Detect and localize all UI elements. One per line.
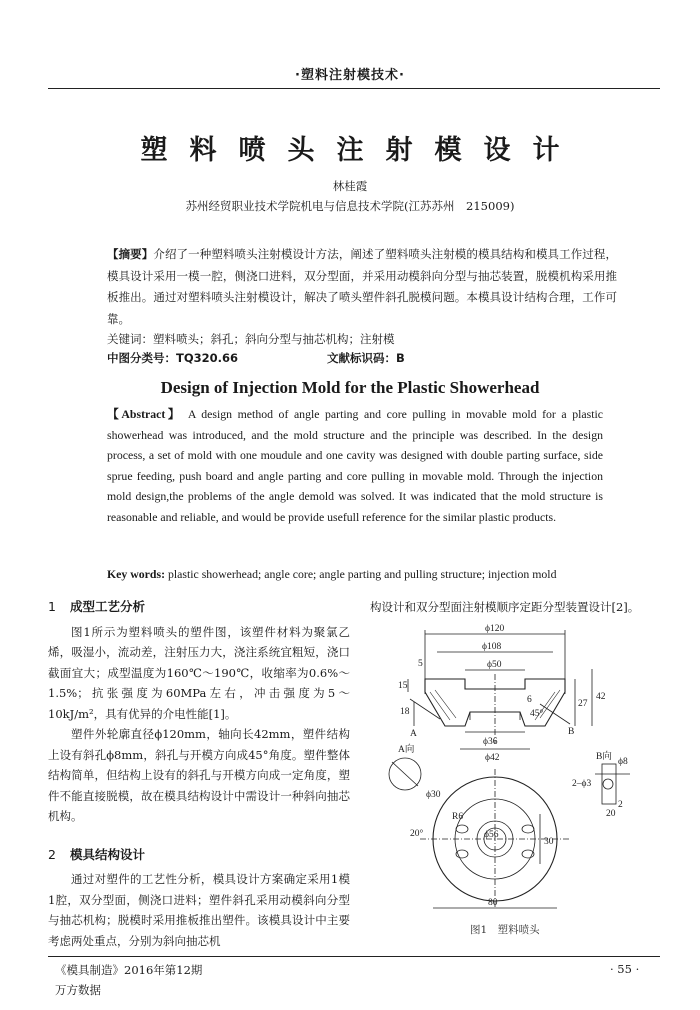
dim-d36: ϕ36 [483, 737, 498, 747]
dim-w80: 80 [488, 898, 498, 908]
section-2-paragraph-1: 通过对塑件的工艺性分析，模具设计方案确定采用1模1腔，双分型面，侧浇口进料；塑件斜孔采用动模斜向分型与抽芯机构；脱模时采用推板推出塑件。该模具设计中主要考虑两处重点，分别为斜向抽芯机 [48, 872, 350, 948]
keywords-en [107, 567, 556, 582]
dim-r6: R6 [452, 812, 464, 822]
dim-a20: 20° [410, 829, 424, 839]
label-a: A [410, 729, 417, 739]
dim-d42: ϕ42 [485, 753, 500, 763]
page-number: · 55 · [610, 962, 640, 976]
section-1-paragraph-2: 塑件外轮廓直径ϕ120mm，轴向长42mm，塑件结构上设有斜孔ϕ8mm，斜孔与开模方向成45°角度。塑件整体结构简单，但结构上设有的斜孔与开模方向成一定角度，塑件不能直接脱模，故在模具结构设计中需设计一种斜向抽芯机构。 [48, 727, 350, 823]
keywords-cn-label: 关键词： [107, 332, 153, 346]
figure-caption: 图1 塑料喷头 [470, 924, 540, 936]
section-1-paragraph-1: 图1所示为塑料喷头的塑件图，该塑件材料为聚氯乙烯，吸湿小，流动差，注射压力大，浇注系统宜粗短，浇口截面宜大；成型温度为160℃～190℃，收缩率为0.6%～1.5%；抗张强度为60MPa左右，冲击强度为5～10kJ/m²，具有优异的介电性能[1]。 [48, 624, 350, 721]
figure-1-drawing [370, 614, 660, 914]
keywords-cn [107, 331, 395, 347]
dim-d30: ϕ30 [426, 790, 441, 800]
article-title-cn: 塑料喷头注射模设计 [140, 135, 582, 166]
section-1-heading [48, 597, 350, 618]
dim-d120: ϕ120 [485, 624, 505, 634]
header-rule [48, 88, 660, 89]
dim-d50: ϕ50 [487, 660, 502, 670]
dim-w20: 20 [606, 809, 616, 819]
left-column [48, 597, 350, 951]
abstract-cn-text: 介绍了一种塑料喷头注射模设计方法，阐述了塑料喷头注射模的模具结构和模具工作过程，模具设计采用一模一腔，侧浇口进料，双分型面，并采用动模斜向分型与抽芯装置，脱模机构采用推板推出。通过对塑料喷头注射模设计，解决了喷头塑件斜孔脱模问题。本模具设计结构合理，工作可靠。 [107, 247, 617, 326]
dim-d56: ϕ56 [484, 830, 499, 840]
abstract-en-text: A design method of angle parting and core pulling in movable mold for a plastic showerhead was introduced, and the mold structure and the principle was described. In the design process, a set of mold with one moudule and one cavity was designed with double parting surface, side sprue feeding, push board and angle parting and core pulling in movable mold. Through the injection mold design,the problems of the angle demold was solved. It was indicated that the mold structure is reasonable and reliable, and would be provide usefull reference for the similar plastic products. [107, 407, 603, 524]
dim-h5: 5 [418, 659, 423, 669]
dim-d8: ϕ8 [618, 757, 628, 767]
article-title-en: Design of Injection Mold for the Plastic Showerhead [160, 378, 540, 397]
footer-source: 万方数据 [55, 983, 101, 997]
view-b-detail [602, 764, 616, 804]
section-2-title: 模具结构设计 [69, 846, 145, 862]
dim-w30: 30 [544, 837, 554, 847]
dim-h27: 27 [578, 699, 588, 709]
abstract-cn-label: 【摘要】 [107, 247, 154, 261]
running-header: ·塑料注射模技术· [295, 68, 405, 83]
abstract-en-label: 【Abstract】 [107, 407, 183, 421]
footer-rule [48, 956, 660, 957]
section-1-title: 成型工艺分析 [69, 599, 145, 614]
keywords-cn-text: 塑料喷头；斜孔；斜向分型与抽芯机构；注射模 [153, 332, 395, 346]
keywords-en-text: plastic showerhead; angle core; angle parting and pulling structure; injection mold [167, 567, 557, 581]
dim-w2: 2 [618, 800, 623, 810]
document-code: 文献标识码：B [327, 351, 405, 365]
dim-h18: 18 [400, 707, 410, 717]
abstract-en [107, 404, 603, 527]
label-b: B [568, 727, 575, 737]
label-b-view: B向 [596, 752, 612, 762]
section-2-number: 2 [48, 846, 56, 862]
right-column-text: 构设计和双分型面注射模顺序定距分型装置设计[2]。 [370, 600, 640, 614]
abstract-cn [107, 244, 617, 330]
keywords-en-label: Key words: [107, 567, 165, 581]
dim-h6: 6 [527, 695, 532, 705]
classification-code: 中图分类号：TQ320.66 [107, 351, 238, 365]
section-1-number: 1 [48, 599, 56, 614]
affiliation: 苏州经贸职业技术学院机电与信息技术学院(江苏苏州 215009) [185, 199, 515, 213]
dim-2d3: 2–ϕ3 [572, 779, 592, 789]
label-a-view: A向 [398, 745, 415, 755]
author: 林桂霞 [332, 179, 368, 193]
footer-journal: 《模具制造》2016年第12期 [55, 963, 203, 977]
section-2-heading [48, 845, 350, 866]
dim-a45: 45° [530, 709, 544, 719]
dim-h42: 42 [596, 692, 606, 702]
dim-d108: ϕ108 [482, 642, 502, 652]
dim-h15: 15 [398, 681, 408, 691]
